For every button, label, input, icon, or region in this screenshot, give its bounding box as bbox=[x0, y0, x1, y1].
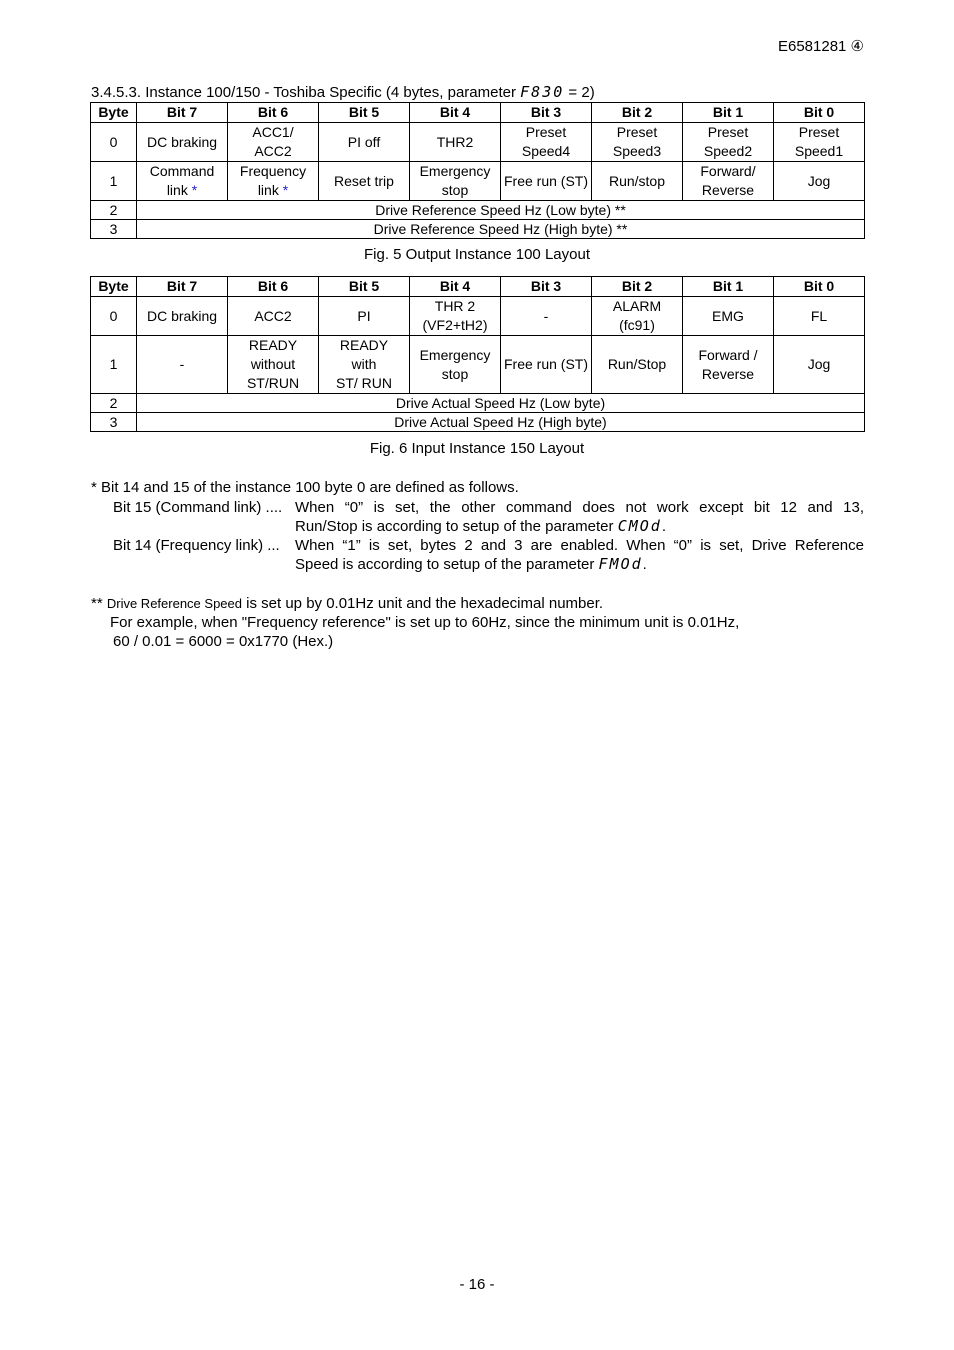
table-row bbox=[91, 413, 865, 432]
bit-cell bbox=[592, 123, 683, 162]
cell-text: PI bbox=[357, 307, 371, 324]
bit-cell bbox=[774, 162, 865, 201]
header-cell: Byte bbox=[91, 277, 137, 297]
document-id: E6581281 ④ bbox=[777, 38, 864, 55]
byte-cell: 3 bbox=[91, 220, 137, 239]
cell-text: DC braking bbox=[146, 133, 218, 150]
cell-text: Run/Stop bbox=[607, 356, 667, 372]
cell-text: Speed1 bbox=[794, 143, 844, 159]
cell-text: Jog bbox=[807, 172, 831, 189]
bit-cell bbox=[137, 123, 228, 162]
note-calculation-line: 60 / 0.01 = 6000 = 0x1770 (Hex.) bbox=[113, 633, 334, 650]
bit-cell bbox=[137, 336, 228, 394]
byte-cell: 2 bbox=[91, 394, 137, 413]
note-stars: ** bbox=[91, 595, 103, 612]
bit-cell bbox=[319, 162, 410, 201]
span-cell: Drive Actual Speed Hz (High byte) bbox=[137, 413, 865, 432]
header-cell: Bit 2 bbox=[592, 103, 683, 123]
header-row bbox=[91, 103, 865, 123]
bit-cell bbox=[501, 336, 592, 394]
bit-cell bbox=[683, 297, 774, 336]
byte-cell: 1 bbox=[91, 162, 137, 201]
param-fmod-segment: FMOd bbox=[598, 555, 643, 573]
header-cell: Bit 7 bbox=[137, 103, 228, 123]
note-bit14-15-intro: * Bit 14 and 15 of the instance 100 byte 0 are defined as follows. bbox=[91, 479, 519, 496]
header-cell: Bit 6 bbox=[228, 277, 319, 297]
header-cell: Bit 0 bbox=[774, 277, 865, 297]
header-cell: Bit 3 bbox=[501, 103, 592, 123]
bit-cell bbox=[592, 297, 683, 336]
header-cell: Byte bbox=[91, 103, 137, 123]
page-number: - 16 - bbox=[459, 1276, 495, 1293]
table-row bbox=[91, 201, 865, 220]
cell-text: Jog bbox=[807, 356, 831, 372]
bit-cell bbox=[319, 297, 410, 336]
byte-cell: 0 bbox=[91, 123, 137, 162]
table-row bbox=[91, 394, 865, 413]
note-example-line: For example, when "Frequency reference" is set up to 60Hz, since the minimum unit is 0.01Hz, bbox=[110, 614, 740, 631]
figure-caption: Fig. 5 Output Instance 100 Layout bbox=[364, 246, 590, 263]
header-row bbox=[91, 277, 865, 297]
cell-text: Forward/ bbox=[700, 163, 756, 179]
note-small-term: Drive Reference Speed bbox=[106, 596, 242, 611]
cell-text: Emergency bbox=[419, 163, 491, 179]
table-row bbox=[91, 297, 865, 336]
cell-text: Free run (ST) bbox=[503, 356, 588, 372]
byte-cell: 3 bbox=[91, 413, 137, 432]
cell-text: Speed2 bbox=[703, 143, 753, 159]
cell-text: link bbox=[166, 182, 188, 198]
bit-cell bbox=[228, 336, 319, 394]
cell-text: Forward / bbox=[698, 346, 758, 363]
cell-text: Frequency bbox=[239, 163, 307, 179]
cell-text: Speed4 bbox=[521, 143, 571, 159]
bit-cell bbox=[410, 162, 501, 201]
cell-text: Preset bbox=[616, 124, 658, 140]
table-row bbox=[91, 220, 865, 239]
definition-line: Run/Stop is according to setup of the parameter bbox=[295, 518, 618, 535]
input-instance-150-table bbox=[90, 276, 865, 432]
cell-text: link bbox=[257, 182, 279, 198]
header-cell: Bit 1 bbox=[683, 103, 774, 123]
cell-text: PI off bbox=[347, 133, 381, 150]
cell-text: with bbox=[351, 356, 377, 372]
cell-text: (fc91) bbox=[619, 317, 655, 333]
cell-text: EMG bbox=[712, 307, 744, 324]
bit-cell bbox=[501, 162, 592, 201]
cell-text: Speed3 bbox=[612, 143, 662, 159]
header-cell: Bit 6 bbox=[228, 103, 319, 123]
cell-text: (VF2+tH2) bbox=[422, 317, 488, 333]
bit-cell bbox=[319, 336, 410, 394]
output-instance-100-table bbox=[90, 102, 865, 239]
bit15-definition: When “0” is set, the other command does not work except bit 12 and 13, Run/Stop is according to setup of the parameter CMOd. bbox=[295, 499, 864, 535]
bit-cell bbox=[501, 297, 592, 336]
bit-cell bbox=[137, 297, 228, 336]
bit-cell bbox=[228, 297, 319, 336]
cell-text: Command bbox=[149, 163, 215, 179]
heading-prefix: 3.4.5.3. Instance 100/150 - Toshiba Specific (4 bytes, parameter bbox=[91, 84, 521, 101]
cell-text: Preset bbox=[525, 124, 567, 140]
cell-text: READY bbox=[248, 337, 298, 353]
heading-suffix: = 2) bbox=[564, 84, 595, 101]
cell-text: Free run (ST) bbox=[503, 172, 588, 189]
bit-cell bbox=[319, 123, 410, 162]
header-cell: Bit 7 bbox=[137, 277, 228, 297]
cell-text: Reverse bbox=[701, 365, 755, 382]
byte-cell: 1 bbox=[91, 336, 137, 394]
byte-cell: 0 bbox=[91, 297, 137, 336]
cell-text: Preset bbox=[707, 124, 749, 140]
bit-cell bbox=[137, 162, 228, 201]
bit14-term: Bit 14 (Frequency link) ... bbox=[113, 537, 280, 554]
cell-text: Reverse bbox=[701, 182, 755, 198]
footnote-asterisk: * bbox=[191, 182, 198, 198]
bit-cell bbox=[683, 162, 774, 201]
header-cell: Bit 4 bbox=[410, 277, 501, 297]
cell-text: THR2 bbox=[436, 133, 474, 150]
table-row bbox=[91, 123, 865, 162]
table-row bbox=[91, 336, 865, 394]
cell-text: ST/RUN bbox=[246, 375, 300, 391]
byte-cell: 2 bbox=[91, 201, 137, 220]
note-drive-reference-speed bbox=[91, 594, 603, 613]
bit-cell bbox=[683, 336, 774, 394]
bit-cell bbox=[774, 336, 865, 394]
cell-text: DC braking bbox=[146, 307, 218, 324]
bit-cell bbox=[410, 297, 501, 336]
span-cell: Drive Actual Speed Hz (Low byte) bbox=[137, 394, 865, 413]
cell-text: FL bbox=[810, 307, 828, 324]
cell-text: without bbox=[250, 356, 296, 372]
cell-text: Run/stop bbox=[608, 172, 666, 189]
table-row bbox=[91, 162, 865, 201]
span-cell: Drive Reference Speed Hz (High byte) ** bbox=[137, 220, 865, 239]
bit-cell bbox=[410, 336, 501, 394]
cell-text: Emergency bbox=[419, 346, 491, 363]
bit-cell bbox=[683, 123, 774, 162]
cell-text: ACC2 bbox=[254, 143, 292, 159]
cell-text: - bbox=[179, 356, 185, 372]
cell-text: Reset trip bbox=[334, 172, 394, 189]
note-text: is set up by 0.01Hz unit and the hexadecimal number. bbox=[242, 595, 604, 612]
definition-line: When “1” is set, bytes 2 and 3 are enabled. When “0” is set, Drive Reference bbox=[295, 537, 864, 554]
param-cmod-segment: CMOd bbox=[617, 517, 662, 535]
header-cell: Bit 3 bbox=[501, 277, 592, 297]
cell-text: READY bbox=[339, 337, 389, 353]
header-cell: Bit 0 bbox=[774, 103, 865, 123]
footnote-asterisk: * bbox=[282, 182, 289, 198]
cell-text: - bbox=[543, 307, 549, 324]
bit-cell bbox=[228, 162, 319, 201]
definition-line: When “0” is set, the other command does not work except bit 12 and 13, bbox=[295, 499, 864, 516]
header-cell: Bit 5 bbox=[319, 277, 410, 297]
cell-text: ALARM bbox=[612, 298, 662, 314]
bit-cell bbox=[228, 123, 319, 162]
bit15-term: Bit 15 (Command link) .... bbox=[113, 499, 283, 516]
cell-text: Preset bbox=[798, 124, 840, 140]
bit-cell bbox=[592, 336, 683, 394]
header-cell: Bit 2 bbox=[592, 277, 683, 297]
span-cell: Drive Reference Speed Hz (Low byte) ** bbox=[137, 201, 865, 220]
cell-text: stop bbox=[441, 182, 469, 198]
param-f830-segment: F830 bbox=[520, 83, 565, 101]
header-cell: Bit 1 bbox=[683, 277, 774, 297]
bit-cell bbox=[410, 123, 501, 162]
figure-caption: Fig. 6 Input Instance 150 Layout bbox=[369, 440, 585, 457]
cell-text: stop bbox=[441, 365, 469, 382]
bit-cell bbox=[774, 123, 865, 162]
cell-text: ACC1/ bbox=[252, 124, 294, 140]
section-heading bbox=[91, 83, 595, 101]
cell-text: ACC2 bbox=[254, 307, 292, 324]
bit-cell bbox=[501, 123, 592, 162]
cell-text: THR 2 bbox=[434, 298, 476, 314]
definition-line: Speed is according to setup of the parameter bbox=[295, 556, 599, 573]
bit14-definition: When “1” is set, bytes 2 and 3 are enabled. When “0” is set, Drive Reference Speed is according to setup of the parameter FMOd. bbox=[295, 537, 864, 573]
cell-text: ST/ RUN bbox=[336, 375, 392, 391]
bit-cell bbox=[774, 297, 865, 336]
header-cell: Bit 4 bbox=[410, 103, 501, 123]
bit-cell bbox=[592, 162, 683, 201]
header-cell: Bit 5 bbox=[319, 103, 410, 123]
